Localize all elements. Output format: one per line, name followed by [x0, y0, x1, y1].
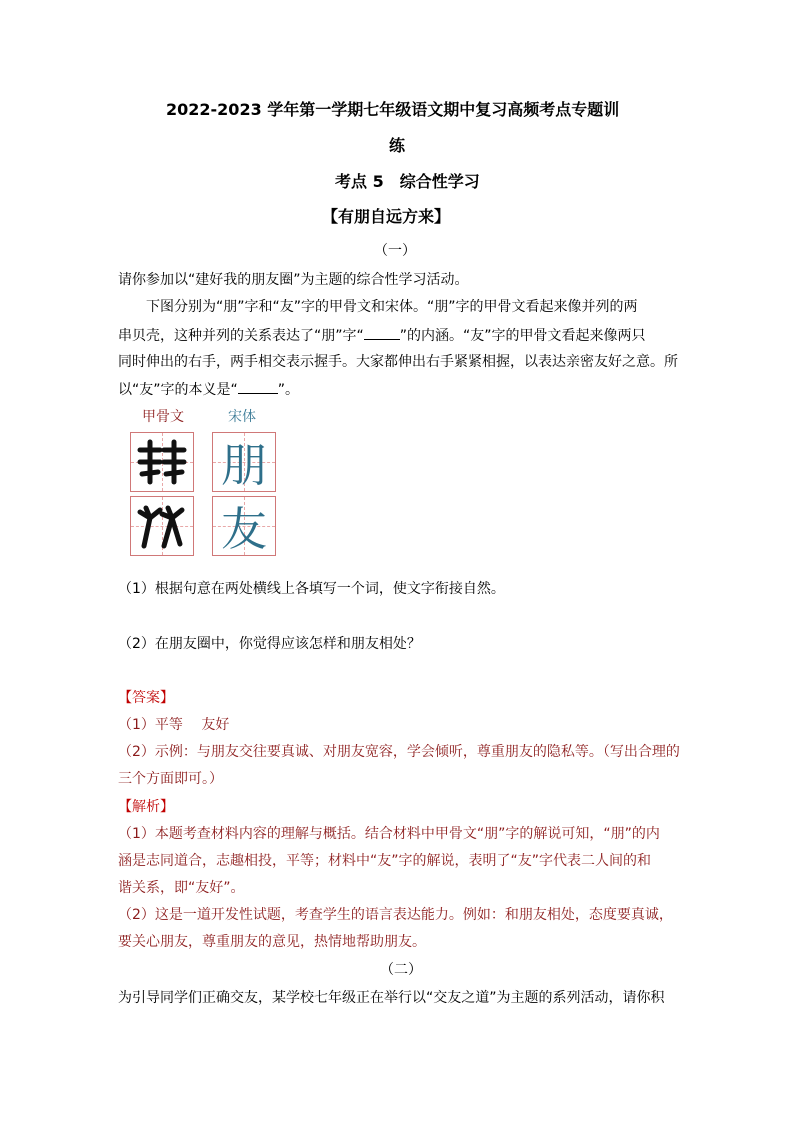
section-heading: 【有朋自远方来】 — [322, 207, 451, 226]
analysis-2-line2: 要关心朋友，尊重朋友的意见，热情地帮助朋友。 — [118, 934, 426, 950]
analysis-1-line3: 谐关系，即“友好”。 — [118, 880, 245, 896]
oracle-peng-glyph — [134, 436, 190, 488]
part2-intro: 为引导同学们正确交友，某学校七年级正在举行以“交友之道”为主题的系列活动，请你积 — [118, 990, 665, 1006]
doc-title-line1: 2022-2023 学年第一学期七年级语文期中复习高频考点专题训 — [166, 100, 620, 119]
para-line2-end: ”的内涵。“友”字的甲骨文看起来像两只 — [399, 328, 646, 344]
doc-title-line2: 练 — [389, 136, 406, 155]
song-peng-cell — [212, 432, 276, 492]
song-label: 宋体 — [228, 409, 256, 425]
answer-1: （1）平等 友好 — [118, 717, 230, 733]
analysis-2-line1: （2）这是一道开发性试题，考查学生的语言表达能力。例如：和朋友相处，态度要真诚， — [118, 907, 673, 923]
material-para-line4 — [118, 379, 299, 400]
material-para-line1: 下图分别为“朋”字和“友”字的甲骨文和宋体。“朋”字的甲骨文看起来像并列的两 — [146, 299, 638, 315]
song-you-cell — [212, 496, 276, 556]
part-number-2: （二） — [380, 962, 422, 978]
song-peng-char: 朋 — [221, 438, 267, 492]
material-para-line2 — [118, 325, 646, 346]
oracle-peng-cell — [130, 432, 194, 492]
part-number-1: （一） — [374, 243, 416, 259]
answer-blank-2[interactable] — [238, 379, 278, 394]
analysis-1-line1: （1）本题考查材料内容的理解与概括。结合材料中甲骨文“朋”字的解说可知，“朋”的内 — [118, 826, 660, 842]
question-1: （1）根据句意在两处横线上各填写一个词，使文字衔接自然。 — [118, 581, 505, 597]
answer-label: 【答案】 — [118, 690, 174, 706]
oracle-label: 甲骨文 — [142, 409, 184, 425]
question-2: （2）在朋友圈中，你觉得应该怎样和朋友相处？ — [118, 636, 421, 652]
answer-blank-1[interactable] — [364, 325, 400, 340]
para-line2-start: 串贝壳，这种并列的关系表达了“朋”字“ — [118, 328, 364, 344]
answer-2-line2: 三个方面即可。） — [118, 771, 223, 787]
analysis-1-line2: 涵是志同道合，志趣相投，平等；材料中“友”字的解说，表明了“友”字代表二人间的和 — [118, 853, 652, 869]
para-line4-start: 以“友”字的本义是“ — [118, 382, 238, 398]
topic-heading: 考点 5 综合性学习 — [335, 172, 480, 191]
oracle-you-glyph — [134, 500, 190, 552]
material-para-line3: 同时伸出的右手，两手相交表示握手。大家都伸出右手紧紧相握，以表达亲密友好之意。所 — [118, 354, 678, 370]
character-comparison-figure — [130, 408, 280, 560]
song-you-char: 友 — [221, 502, 267, 556]
answer-2-line1: （2）示例：与朋友交往要真诚、对朋友宽容，学会倾听，尊重朋友的隐私等。（写出合理的 — [118, 744, 680, 760]
oracle-you-cell — [130, 496, 194, 556]
analysis-label: 【解析】 — [118, 799, 174, 815]
para-line4-end: ”。 — [277, 382, 300, 398]
activity-intro: 请你参加以“建好我的朋友圈”为主题的综合性学习活动。 — [118, 272, 469, 288]
